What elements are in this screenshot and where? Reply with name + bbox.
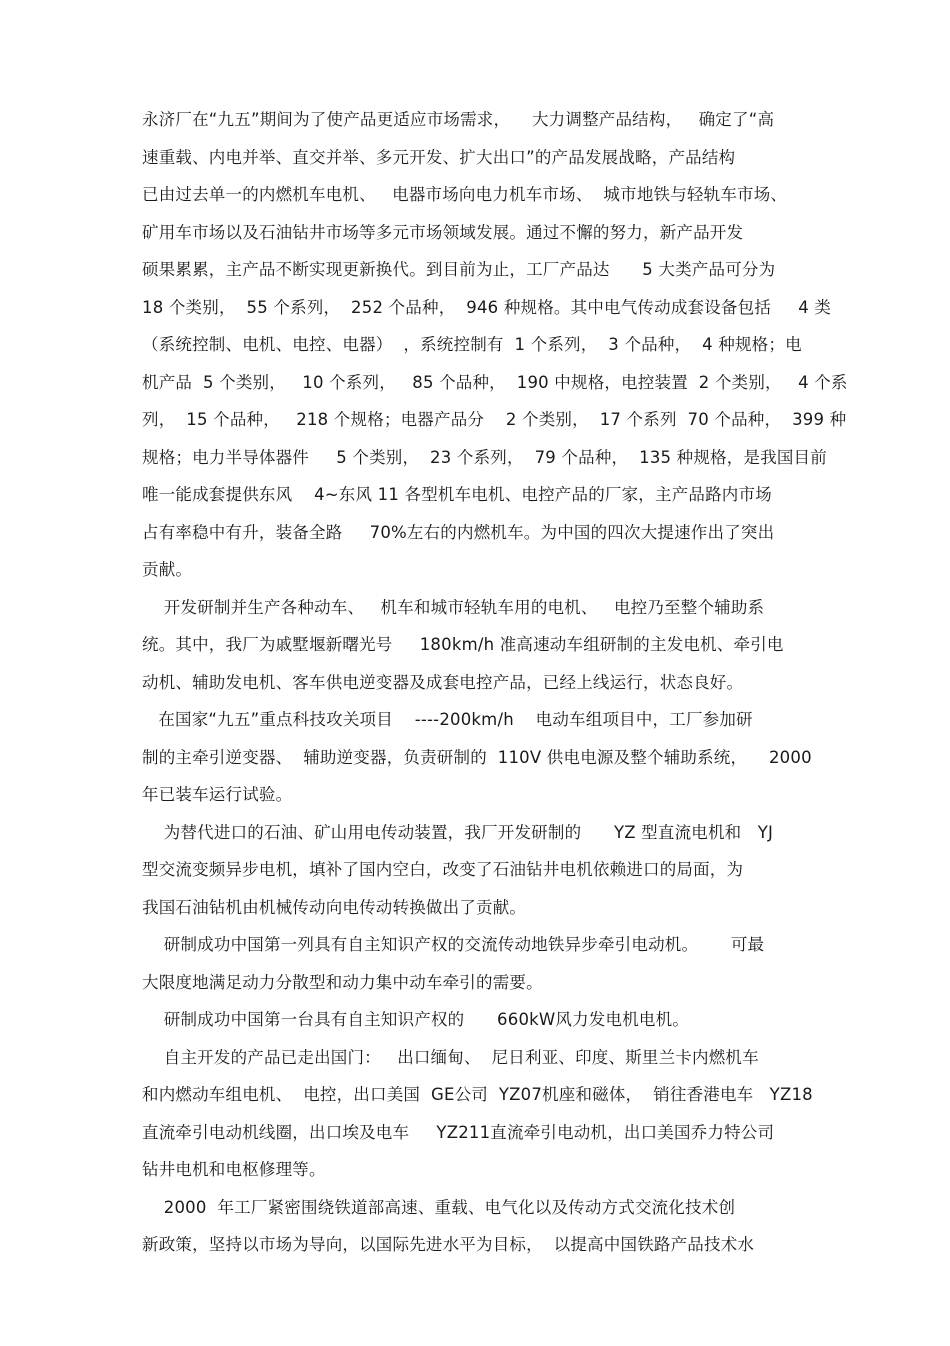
text-line: 研制成功中国第一台具有自主知识产权的 660kW风力发电机电机。 [142,1010,690,1029]
text-line: 制的主牵引逆变器、 辅助逆变器，负责研制的 110V 供电电源及整个辅助系统， 2000 [142,748,812,767]
text-line: 为替代进口的石油、矿山用电传动装置，我厂开发研制的 YZ 型直流电机和 YJ [142,823,774,842]
text-line: 贡献。 [142,560,193,579]
text-line: 在国家“九五”重点科技攻关项目 ----200km/h 电动车组项目中，工厂参加研 [142,710,753,729]
text-line: 规格；电力半导体器件 5 个类别， 23 个系列， 79 个品种， 135 种规格，是我国目前 [142,448,827,467]
text-line: 钻井电机和电枢修理等。 [142,1160,326,1179]
text-line: 机产品 5 个类别， 10 个系列， 85 个品种， 190 中规格，电控装置 2 个类别， 4 个系 [142,373,848,392]
text-line: 研制成功中国第一列具有自主知识产权的交流传动地铁异步牵引电动机。 可最 [142,935,765,954]
text-line: 矿用车市场以及石油钻井市场等多元市场领域发展。通过不懈的努力，新产品开发 [142,223,744,242]
text-line: 我国石油钻机由机械传动向电传动转换做出了贡献。 [142,898,527,917]
text-line: 列， 15 个品种， 218 个规格；电器产品分 2 个类别， 17 个系列 70 个品种， 399 种 [142,410,847,429]
text-line: 速重载、内电并举、直交并举、多元开发、扩大出口”的产品发展战略，产品结构 [142,148,736,167]
text-line: 直流牵引电动机线圈，出口埃及电车 YZ211直流牵引电动机，出口美国乔力特公司 [142,1123,775,1142]
text-line: 大限度地满足动力分散型和动力集中动车牵引的需要。 [142,973,543,992]
text-line: 型交流变频异步电机，填补了国内空白，改变了石油钻井电机依赖进口的局面，为 [142,860,744,879]
text-line: 年已装车运行试验。 [142,785,293,804]
text-line: 2000 年工厂紧密围绕铁道部高速、重载、电气化以及传动方式交流化技术创 [142,1198,736,1217]
text-line: 自主开发的产品已走出国门： 出口缅甸、 尼日利亚、印度、斯里兰卡内燃机车 [142,1048,759,1067]
text-line: 开发研制并生产各种动车、 机车和城市轻轨车用的电机、 电控乃至整个辅助系 [142,598,765,617]
text-line: 占有率稳中有升，装备全路 70%左右的内燃机车。为中国的四次大提速作出了突出 [142,523,775,542]
text-line: 和内燃动车组电机、 电控，出口美国 GE公司 YZ07机座和磁体， 销往香港电车 YZ18 [142,1085,813,1104]
text-line: 动机、辅助发电机、客车供电逆变器及成套电控产品，已经上线运行，状态良好。 [142,673,744,692]
text-line: 唯一能成套提供东风 4~东风 11 各型机车电机、电控产品的厂家，主产品路内市场 [142,485,772,504]
text-line: 新政策，坚持以市场为导向，以国际先进水平为目标， 以提高中国铁路产品技术水 [142,1235,755,1254]
text-line: 已由过去单一的内燃机车电机、 电器市场向电力机车市场、 城市地铁与轻轨车市场、 [142,185,788,204]
text-line: 统。其中，我厂为戚墅堰新曙光号 180km/h 准高速动车组研制的主发电机、牵引电 [142,635,784,654]
text-line: 永济厂在“九五”期间为了使产品更适应市场需求， 大力调整产品结构， 确定了“高 [142,110,775,129]
text-line: 18 个类别， 55 个系列， 252 个品种， 946 种规格。其中电气传动成套设备包括 4 类 [142,298,832,317]
text-line: （系统控制、电机、电控、电器） ，系统控制有 1 个系列， 3 个品种， 4 种规格；电 [142,335,802,354]
text-line: 硕果累累，主产品不断实现更新换代。到目前为止，工厂产品达 5 大类产品可分为 [142,260,776,279]
